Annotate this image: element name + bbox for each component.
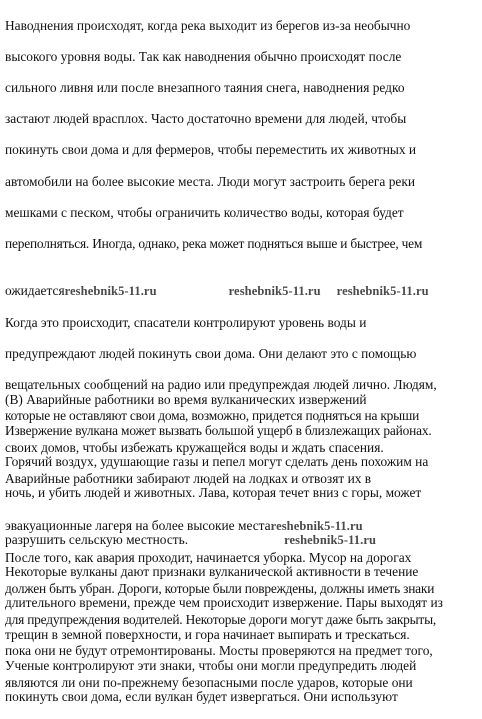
text-line: являются ли они по-прежнему безопасными после ударов, которые они — [5, 674, 413, 690]
text-line: Горячий воздух, удушающие газы и пепел могут сделать день похожим на — [5, 453, 429, 469]
text-line: мешками с песком, чтобы ограничить количество воды, которая будет — [5, 204, 404, 220]
text-line: ночь, и убить людей и животных. Лава, которая течет вниз с горы, может — [5, 485, 422, 501]
text-line: пока они не будут отремонтированы. Мосты проверяются на предмет того, — [5, 643, 433, 659]
text-line: Ученые контролируют эти знаки, чтобы они могли предупредить людей — [5, 657, 417, 673]
text-line: трещин в земной поверхности, и гора начинает выпирать и трескаться. — [5, 626, 410, 642]
text-line: покинуть свои дома, если вулкан будет извергаться. Они используют — [5, 688, 398, 704]
text-line: Извержение вулкана может вызвать большой ущерб в близлежащих районах. — [5, 422, 432, 438]
watermark-text: reshebnik5-11.ru — [284, 532, 377, 547]
text-line: длительного времени, прежде чем происходит извержение. Пары выходят из — [5, 595, 443, 611]
text-line: автомобили на более высокие места. Люди могут застроить берега реки — [5, 173, 416, 189]
text-line: вещательных сообщений на радио или предупреждая людей лично. Людям, — [5, 377, 437, 393]
text-line — [5, 267, 477, 299]
text-line: Когда это происходит, спасатели контролируют уровень воды и — [5, 314, 367, 330]
text-line: переполняться. Иногда, однако, река может подняться выше и быстрее, чем — [5, 235, 423, 251]
text-line: своих домов, чтобы избежать кружащейся воды и ждать спасения. — [5, 439, 384, 455]
text-line: которые не оставляют свои дома, возможно, придется подняться на крыши — [5, 408, 420, 424]
text-fragment: эвакуационные лагеря на более высокие места — [5, 517, 271, 533]
text-line: Наводнения происходят, когда река выходит из берегов из-за необычно — [5, 17, 411, 33]
volcano-section — [5, 376, 477, 719]
text-line: для предупреждения водителей. Некоторые дороги могут даже быть закрыты, — [5, 612, 437, 628]
text-fragment: разрушить сельскую местность. — [5, 531, 189, 547]
text-line: высокого уровня воды. Так как наводнения обычно происходят после — [5, 48, 402, 64]
text-line: сильного ливня или после внезапного таяния снега, наводнения редко — [5, 79, 405, 95]
watermark-text: reshebnik5-11.ru — [64, 283, 157, 298]
text-fragment: ожидается — [5, 282, 65, 298]
text-line — [5, 516, 477, 548]
text-line: должен быть убран. Дороги, которые были повреждены, должны иметь знаки — [5, 580, 435, 596]
text-line: застают людей врасплох. Часто достаточно времени для людей, чтобы — [5, 111, 407, 127]
text-line: Аварийные работники забирают людей на лодках и отвозят их в — [5, 470, 372, 486]
text-line: покинуть свои дома и для фермеров, чтобы переместить их животных и — [5, 142, 417, 158]
text-line: После того, как авария проходит, начинается уборка. Мусор на дорогах — [5, 549, 412, 565]
watermark-text: reshebnik5-11.ru — [270, 518, 363, 533]
text-line: Некоторые вулканы дают признаки вулканической активности в течение — [5, 564, 419, 580]
section-title: (В) Аварийные работники во время вулканических извержений — [5, 391, 367, 407]
watermark-text: reshebnik5-11.ru — [228, 283, 321, 298]
watermark-text: reshebnik5-11.ru — [336, 283, 429, 298]
text-line: предупреждают людей покинуть свои дома. Они делают это с помощью — [5, 346, 417, 362]
